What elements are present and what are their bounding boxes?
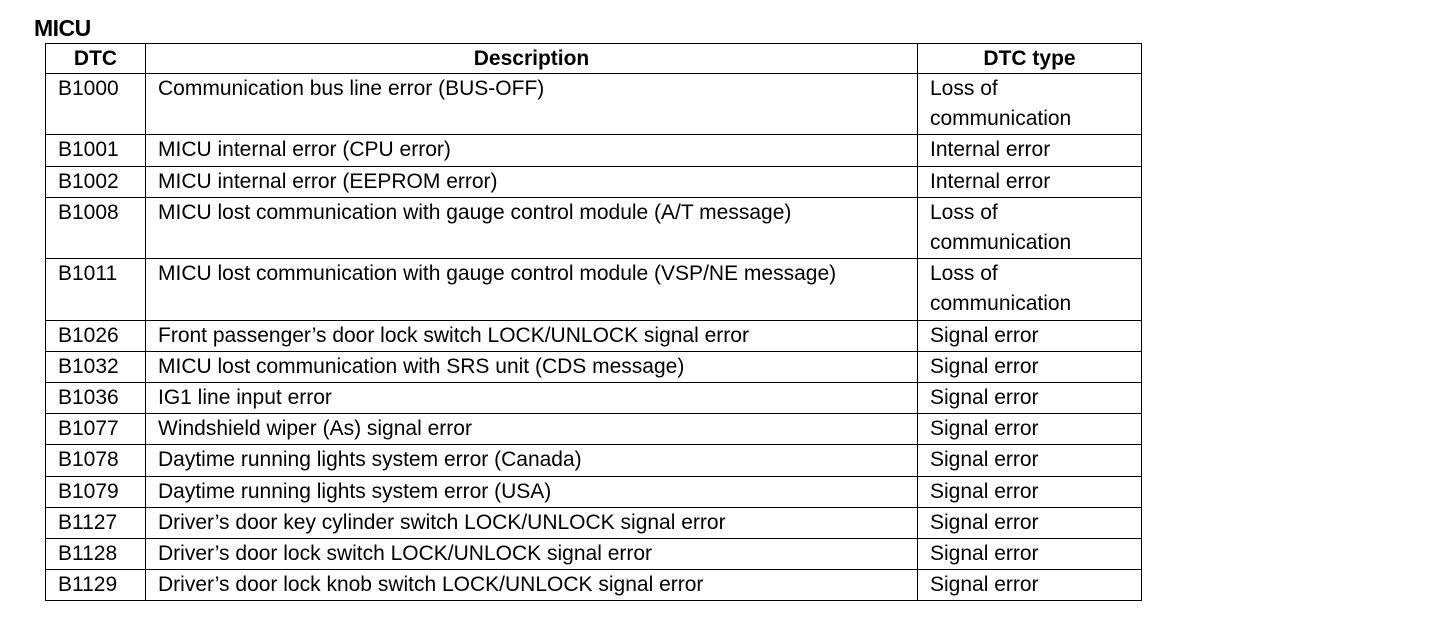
table-row [46, 539, 1142, 570]
dtc-code: B1008 [46, 197, 146, 258]
dtc-type: Loss of communication [918, 197, 1142, 258]
dtc-description: MICU internal error (EEPROM error) [146, 166, 918, 197]
column-header-dtc: DTC [46, 44, 146, 74]
dtc-description: Communication bus line error (BUS-OFF) [146, 74, 918, 135]
table-row [46, 74, 1142, 135]
dtc-code: B1036 [46, 383, 146, 414]
table-row [46, 383, 1142, 414]
table-row [46, 166, 1142, 197]
dtc-code: B1026 [46, 320, 146, 351]
table-row [46, 197, 1142, 258]
table-row [46, 259, 1142, 320]
table-row [46, 476, 1142, 507]
dtc-table [45, 43, 1142, 601]
table-row [46, 135, 1142, 166]
dtc-description: MICU lost communication with SRS unit (CDS message) [146, 351, 918, 382]
dtc-code: B1011 [46, 259, 146, 320]
dtc-description: Daytime running lights system error (Canada) [146, 445, 918, 476]
dtc-code: B1000 [46, 74, 146, 135]
dtc-type: Signal error [918, 383, 1142, 414]
dtc-code: B1002 [46, 166, 146, 197]
dtc-code: B1001 [46, 135, 146, 166]
dtc-description: Windshield wiper (As) signal error [146, 414, 918, 445]
dtc-type: Signal error [918, 570, 1142, 601]
dtc-code: B1128 [46, 539, 146, 570]
dtc-type: Signal error [918, 414, 1142, 445]
dtc-code: B1079 [46, 476, 146, 507]
dtc-description: IG1 line input error [146, 383, 918, 414]
table-row [46, 507, 1142, 538]
dtc-code: B1032 [46, 351, 146, 382]
dtc-code: B1129 [46, 570, 146, 601]
dtc-type: Signal error [918, 445, 1142, 476]
section-title: MICU [34, 15, 91, 41]
dtc-type: Signal error [918, 351, 1142, 382]
dtc-type: Signal error [918, 539, 1142, 570]
dtc-type: Signal error [918, 476, 1142, 507]
table-row [46, 414, 1142, 445]
column-header-dtc-type: DTC type [918, 44, 1142, 74]
dtc-description: MICU lost communication with gauge control module (VSP/NE message) [146, 259, 918, 320]
column-header-description: Description [146, 44, 918, 74]
dtc-description: Driver’s door lock switch LOCK/UNLOCK signal error [146, 539, 918, 570]
dtc-code: B1127 [46, 507, 146, 538]
table-header-row [46, 44, 1142, 74]
dtc-description: Front passenger’s door lock switch LOCK/UNLOCK signal error [146, 320, 918, 351]
table-row [46, 320, 1142, 351]
dtc-description: Driver’s door key cylinder switch LOCK/UNLOCK signal error [146, 507, 918, 538]
dtc-code: B1078 [46, 445, 146, 476]
table-row [46, 445, 1142, 476]
table-row [46, 351, 1142, 382]
dtc-description: MICU lost communication with gauge control module (A/T message) [146, 197, 918, 258]
dtc-description: Daytime running lights system error (USA) [146, 476, 918, 507]
dtc-type: Loss of communication [918, 74, 1142, 135]
dtc-type: Signal error [918, 507, 1142, 538]
dtc-description: MICU internal error (CPU error) [146, 135, 918, 166]
dtc-type: Signal error [918, 320, 1142, 351]
dtc-type: Internal error [918, 135, 1142, 166]
dtc-description: Driver’s door lock knob switch LOCK/UNLOCK signal error [146, 570, 918, 601]
table-row [46, 570, 1142, 601]
dtc-code: B1077 [46, 414, 146, 445]
dtc-type: Loss of communication [918, 259, 1142, 320]
dtc-type: Internal error [918, 166, 1142, 197]
